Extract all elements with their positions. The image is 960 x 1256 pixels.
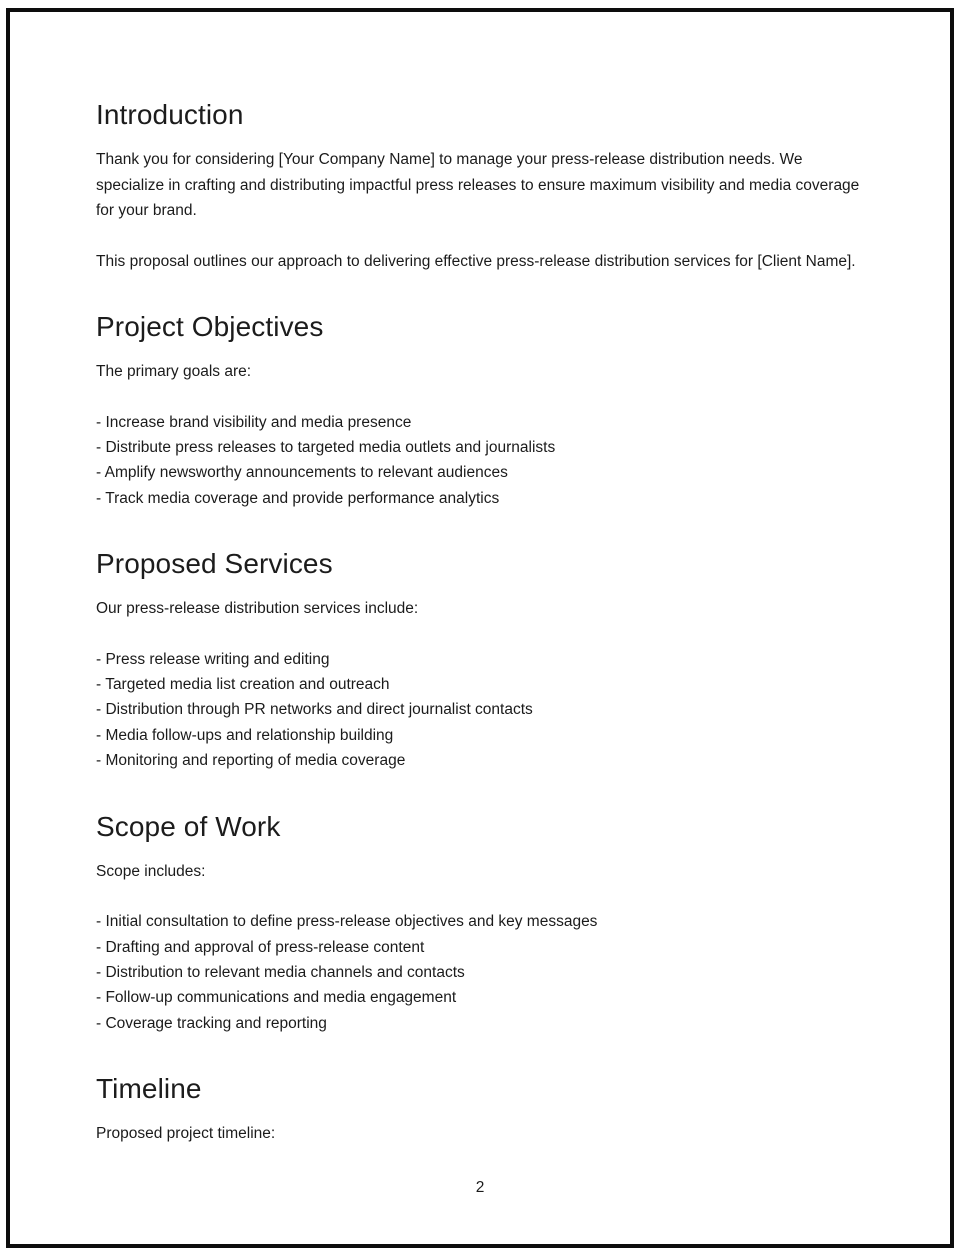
section-scope-of-work [96,811,866,1037]
section-intro-line: Scope includes: [96,862,206,880]
list-item: - Follow-up communications and media engagement [96,989,457,1007]
page-content [10,12,950,1244]
document-page [6,8,954,1248]
objectives-list [96,410,866,512]
list-item: - Press release writing and editing [96,650,330,668]
section-heading-proposed-services: Proposed Services [96,548,333,580]
list-item: - Targeted media list creation and outreach [96,676,390,694]
section-heading-introduction: Introduction [96,99,244,130]
scope-list [96,909,866,1036]
section-heading-project-objectives: Project Objectives [96,311,324,342]
page-number: 2 [475,1179,485,1196]
section-intro-line: Our press-release distribution services include: [96,600,419,618]
section-introduction [96,99,866,274]
services-list [96,647,866,774]
list-item: - Amplify newsworthy announcements to relevant audiences [96,464,508,482]
section-intro-line: The primary goals are: [96,363,252,380]
list-item: - Drafting and approval of press-release content [96,938,425,956]
list-item: - Coverage tracking and reporting [96,1014,327,1032]
list-item: - Monitoring and reporting of media coverage [96,752,406,770]
section-heading-timeline: Timeline [96,1073,202,1105]
list-item: - Distribution through PR networks and direct journalist contacts [96,701,533,719]
paragraph: Thank you for considering [Your Company Name] to manage your press-release distribution needs. We specialize in crafting and distributing impactful press releases to ensure maximum visibility and media coverage for your brand. [96,151,860,219]
list-item: - Increase brand visibility and media presence [96,413,412,431]
list-item: - Distribute press releases to targeted media outlets and journalists [96,438,556,456]
section-heading-scope-of-work: Scope of Work [96,810,281,842]
paragraph: This proposal outlines our approach to delivering effective press-release distribution services for [Client Name]. [96,252,856,270]
list-item: - Track media coverage and provide performance analytics [96,489,500,507]
section-proposed-services [96,548,866,774]
section-intro-line: Proposed project timeline: [96,1125,276,1143]
list-item: - Distribution to relevant media channels and contacts [96,963,465,981]
section-timeline [96,1073,866,1147]
list-item: - Media follow-ups and relationship building [96,726,394,744]
section-project-objectives [96,311,866,511]
list-item: - Initial consultation to define press-release objectives and key messages [96,913,598,931]
